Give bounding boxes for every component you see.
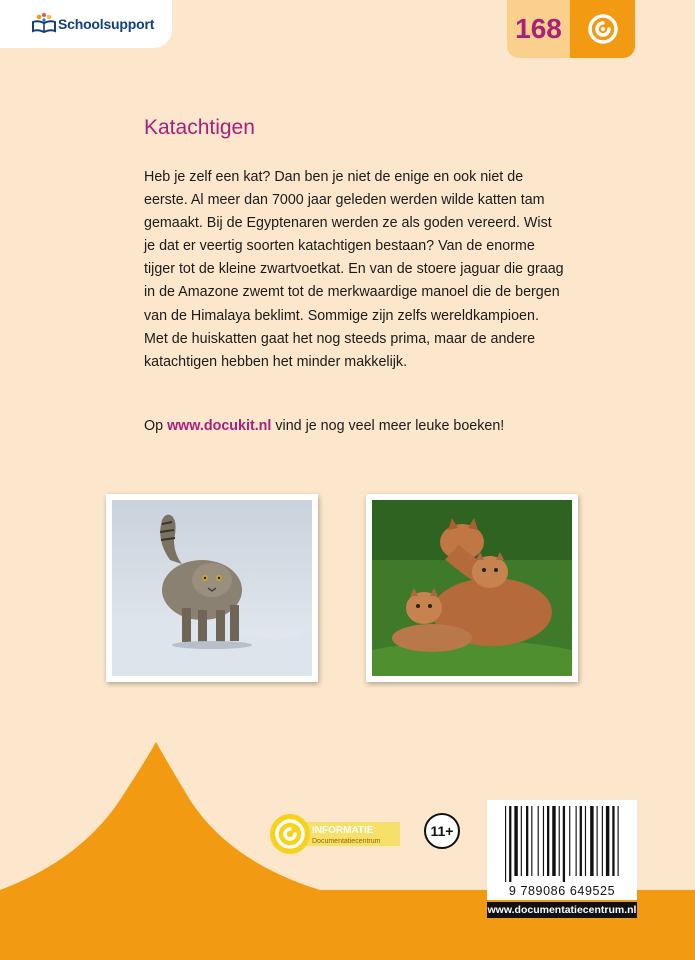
barcode-bar [597,806,598,876]
series-number: 168 [507,0,570,58]
barcode [487,800,637,900]
barcode-bar [505,806,506,882]
informatie-logo [268,812,408,856]
barcode-bar [590,806,593,876]
barcode-bar [521,806,522,876]
book-title: Katachtigen [144,116,255,139]
spiral-icon [587,13,619,45]
barcode-bar [585,806,586,876]
age-badge: 11+ [424,813,460,849]
schoolsupport-logo [0,0,172,48]
info-sub: Documentatiecentrum [312,838,381,845]
barcode-bar [514,806,517,876]
isbn-number: 9 789086 649525 [508,884,616,898]
barcode-bar [509,806,511,882]
barcode-bar [576,806,577,876]
barcode-bar [606,806,609,876]
barcode-bar [563,806,565,882]
barcode-bar [547,806,549,876]
barcode-bar [569,806,570,876]
info-label: INFORMATIE [312,825,374,836]
docukit-link[interactable]: www.docukit.nl [167,418,272,434]
barcode-bar [602,806,603,876]
website-strip: www.documentatiecentrum.nl [487,904,637,916]
photo-manul [106,494,318,682]
photo-puma-cubs [366,494,578,682]
barcode-bar [526,806,528,876]
book-icon [32,12,56,34]
barcode-bar [580,806,582,876]
barcode-bar [543,806,544,876]
brand-name: Schoolsupport [58,16,155,32]
barcode-bar [538,806,539,876]
series-icon-box [570,0,635,58]
website-prefix: Op [144,418,164,434]
barcode-bar [612,806,614,876]
barcode-bars [503,806,621,882]
series-number-tab [507,0,635,58]
website-suffix: vind je nog veel meer leuke boeken! [275,418,505,434]
website-line [144,418,504,434]
barcode-bar [531,806,532,876]
barcode-bar [559,806,560,876]
blurb [144,166,564,374]
blurb-paragraph: Heb je zelf een kat? Dan ben je niet de enige en ook niet de eerste. Al meer dan 7000 jaar geleden werden wilde katten tam gemaakt. Bij de Egyptenaren werden ze als goden vereerd. Wist je dat er veertig soorten katachtigen bestaan? Van de enorme tijger tot de kleine zwartvoetkat. En van de stoere jaguar die graag in de Amazone zwemt tot de merkwaardige manoel die de bergen van de Himalaya beklimt. Sommige zijn zelfs wereldkampioen. Met de huiskatten gaat het nog steeds prima, maar de andere katachtigen hebben het minder makkelijk. [144,169,564,370]
barcode-bar [552,806,555,876]
barcode-bar [618,806,619,876]
